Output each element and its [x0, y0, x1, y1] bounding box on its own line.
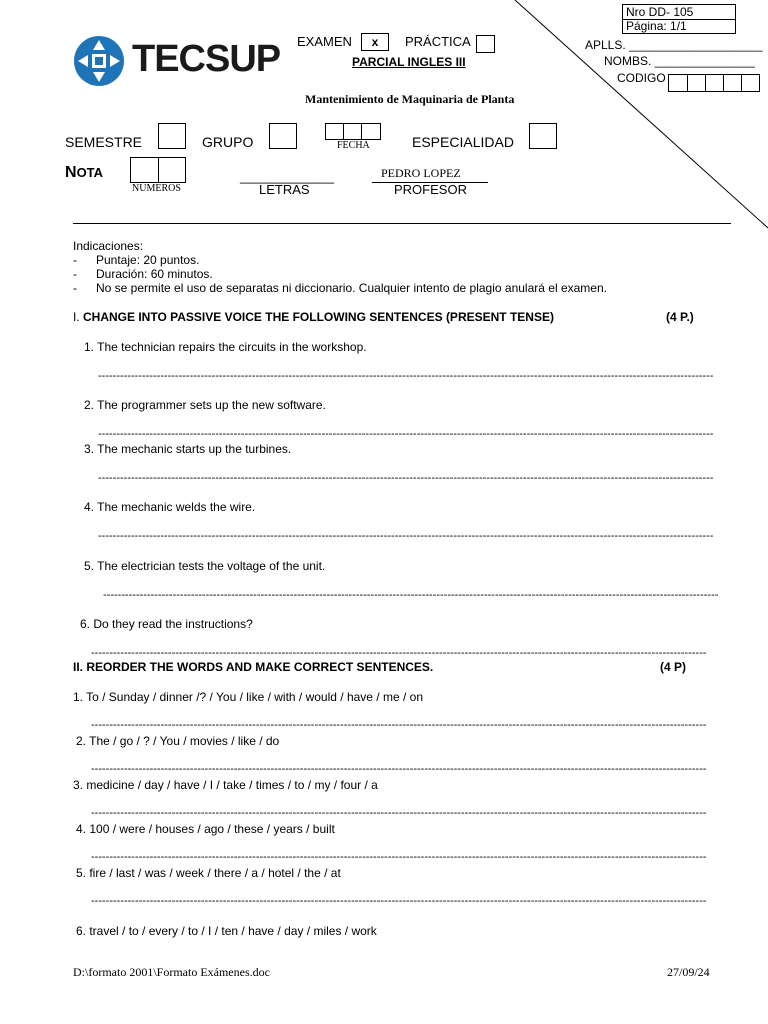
profesor-name: PEDRO LOPEZ	[381, 166, 461, 180]
question-2-3: 3. medicine / day / have / I / take / times / to / my / four / a	[73, 778, 378, 792]
section1-prefix: I.	[73, 310, 80, 324]
nota-rest: OTA	[76, 165, 104, 180]
indications-title: Indicaciones:	[73, 239, 144, 253]
nombres-field[interactable]: NOMBS. _______________	[604, 54, 755, 68]
section1-heading	[73, 310, 554, 324]
tecsup-logo-icon	[72, 34, 126, 88]
numeros-label: NÚMEROS	[132, 183, 181, 194]
indication-item: Duración: 60 minutos.	[96, 267, 213, 281]
answer-line[interactable]: ------------------------------------------------------------------------------------------------------------------------------------------------------------------------	[98, 472, 714, 484]
grupo-label: GRUPO	[202, 134, 254, 150]
logo-text: TECSUP	[132, 38, 281, 80]
profesor-label: PROFESOR	[394, 182, 467, 197]
semestre-label: SEMESTRE	[65, 134, 143, 150]
semestre-box[interactable]	[158, 123, 186, 149]
answer-line[interactable]: ------------------------------------------------------------------------------------------------------------------------------------------------------------------------	[91, 807, 707, 819]
question-2-4: 4. 100 / were / houses / ago / these / years / built	[76, 822, 335, 836]
section1-title: CHANGE INTO PASSIVE VOICE THE FOLLOWING SENTENCES (PRESENT TENSE)	[83, 310, 554, 324]
footer-date: 27/09/24	[667, 965, 710, 979]
question-1-4: 4. The mechanic welds the wire.	[84, 500, 256, 514]
section1-points: (4 P.)	[666, 310, 694, 324]
answer-line[interactable]: ------------------------------------------------------------------------------------------------------------------------------------------------------------------------	[91, 895, 707, 907]
exam-title: PARCIAL INGLES III	[352, 55, 466, 69]
letras-line[interactable]: _____________	[240, 169, 334, 184]
question-1-5: 5. The electrician tests the voltage of the unit.	[84, 559, 326, 573]
especialidad-box[interactable]	[529, 123, 557, 149]
examen-mark: x	[371, 35, 379, 49]
practica-label: PRÁCTICA	[405, 34, 471, 49]
especialidad-label: ESPECIALIDAD	[412, 134, 514, 150]
answer-line[interactable]: ------------------------------------------------------------------------------------------------------------------------------------------------------------------------	[91, 647, 707, 659]
nota-initial: N	[65, 164, 77, 181]
codigo-label: CODIGO	[617, 71, 666, 85]
course-name: Mantenimiento de Maquinaria de Planta	[305, 92, 515, 106]
fecha-boxes[interactable]	[325, 123, 381, 140]
indication-item: Puntaje: 20 puntos.	[96, 253, 200, 267]
answer-line[interactable]: ------------------------------------------------------------------------------------------------------------------------------------------------------------------------	[98, 530, 714, 542]
question-1-6: 6. Do they read the instructions?	[80, 617, 253, 631]
footer-path: D:\formato 2001\Formato Exámenes.doc	[73, 965, 270, 979]
question-1-2: 2. The programmer sets up the new software.	[84, 398, 326, 412]
answer-line[interactable]: ------------------------------------------------------------------------------------------------------------------------------------------------------------------------	[91, 851, 707, 863]
apellidos-field[interactable]: APLLS. ____________________	[585, 38, 763, 52]
section2-points: (4 P)	[660, 660, 687, 674]
question-1-3: 3. The mechanic starts up the turbines.	[84, 442, 292, 456]
answer-line[interactable]: ------------------------------------------------------------------------------------------------------------------------------------------------------------------------	[91, 763, 707, 775]
answer-line[interactable]: ------------------------------------------------------------------------------------------------------------------------------------------------------------------------	[103, 589, 719, 601]
examen-label: EXAMEN	[297, 34, 352, 49]
nota-label	[65, 164, 103, 182]
question-2-6: 6. travel / to / every / to / I / ten / have / day / miles / work	[76, 924, 377, 938]
examen-checkbox[interactable]	[361, 33, 389, 51]
answer-line[interactable]: ------------------------------------------------------------------------------------------------------------------------------------------------------------------------	[91, 719, 707, 731]
codigo-boxes[interactable]	[668, 74, 760, 92]
fecha-label: FECHA	[337, 140, 370, 151]
header-divider	[73, 223, 731, 224]
letras-label: LETRAS	[259, 182, 310, 197]
section2-title: II. REORDER THE WORDS AND MAKE CORRECT SENTENCES.	[73, 660, 434, 674]
page-number: Página: 1/1	[626, 19, 687, 33]
practica-checkbox[interactable]	[476, 35, 495, 53]
answer-line[interactable]: ------------------------------------------------------------------------------------------------------------------------------------------------------------------------	[98, 428, 714, 440]
answer-line[interactable]: ------------------------------------------------------------------------------------------------------------------------------------------------------------------------	[98, 370, 714, 382]
question-2-2: 2. The / go / ? / You / movies / like / do	[76, 734, 280, 748]
nota-numeros-box[interactable]	[130, 157, 186, 183]
indication-item: No se permite el uso de separatas ni diccionario. Cualquier intento de plagio anulará el examen.	[96, 281, 607, 295]
grupo-box[interactable]	[269, 123, 297, 149]
doc-number: Nro DD- 105	[626, 5, 694, 19]
question-1-1: 1. The technician repairs the circuits in the workshop.	[84, 340, 367, 354]
question-2-1: 1. To / Sunday / dinner /? / You / like / with / would / have / me / on	[73, 690, 423, 704]
question-2-5: 5. fire / last / was / week / there / a / hotel / the / at	[76, 866, 341, 880]
